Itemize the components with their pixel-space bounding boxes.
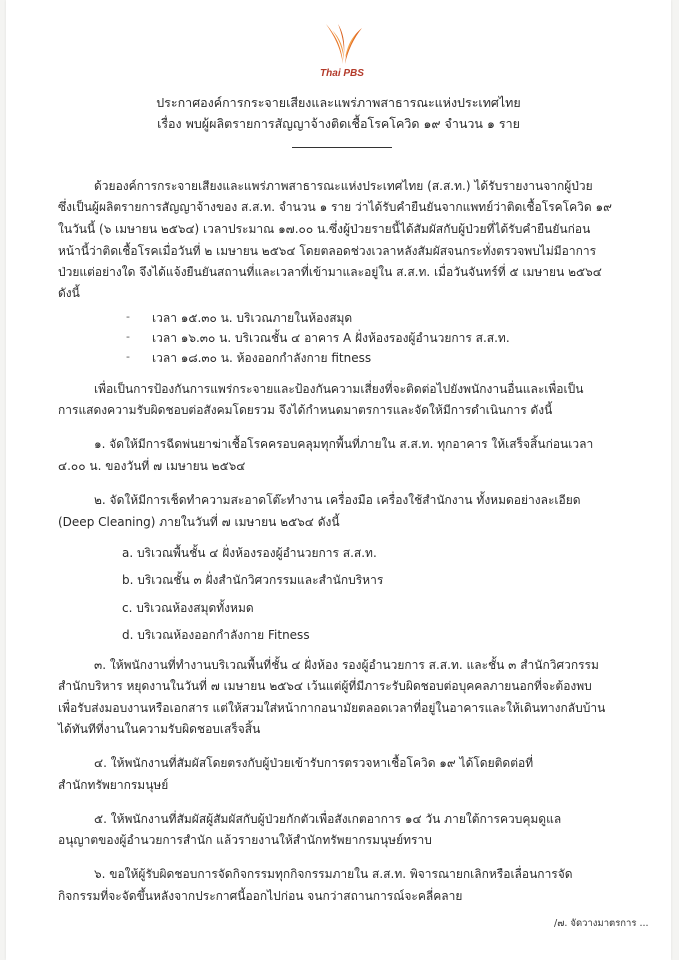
page-continuation: /๗. จัดวางมาตรการ ... xyxy=(554,918,649,929)
measure-2-cont: (Deep Cleaning) ภายในวันที่ ๗ เมษายน ๒๕๖๔ ดังนี้ xyxy=(58,515,340,529)
measure-3: ๓. ให้พนักงานที่ทำงานบริเวณพื้นที่ชั้น ๔ ฝั่งห้อง รองผู้อำนวยการ ส.ส.ท. และชั้น ๓ สำนักวิศวกรรม xyxy=(94,658,599,672)
announcement-title: ประกาศองค์การกระจายเสียงและแพร่ภาพสาธารณะแห่งประเทศไทย xyxy=(156,95,521,110)
announcement-subject: เรื่อง พบผู้ผลิตรายการสัญญาจ้างติดเชื้อโรคโควิด ๑๙ จำนวน ๑ ราย xyxy=(157,116,520,131)
area-item: b. บริเวณชั้น ๓ ฝั่งสำนักวิศวกรรมและสำนักบริหาร xyxy=(122,573,384,587)
measure-1-cont: ๔.๐๐ น. ของวันที่ ๗ เมษายน ๒๕๖๔ xyxy=(58,459,246,473)
area-item: c. บริเวณห้องสมุดทั้งหมด xyxy=(122,601,254,615)
intro-line: ป่วยแต่อย่างใด จึงได้แจ้งยืนยันสถานที่และเวลาที่เข้ามาและอยู่ใน ส.ส.ท. เมื่อวันจันทร์ที่ ๕ เมษายน ๒๕๖๔ xyxy=(58,265,602,279)
intro-line: ด้วยองค์การกระจายเสียงและแพร่ภาพสาธารณะแห่งประเทศไทย (ส.ส.ท.) ได้รับรายงานจากผู้ป่วย xyxy=(94,179,593,193)
timeline-item: เวลา ๑๖.๓๐ น. บริเวณชั้น ๔ อาคาร A ฝั่งห้องรองผู้อำนวยการ ส.ส.ท. xyxy=(152,331,510,345)
measure-3-cont: เพื่อรับส่งมอบงานหรือเอกสาร แต่ให้สวมใส่หน้ากากอนามัยตลอดเวลาที่อยู่ในอาคารและให้เดินทางกลับบ้าน xyxy=(58,701,606,715)
prevention-line: เพื่อเป็นการป้องกันการแพร่กระจายและป้องกันความเสี่ยงที่จะติดต่อไปยังพนักงานอื่นและเพื่อเป็น xyxy=(94,382,584,396)
measure-6: ๖. ขอให้ผู้รับผิดชอบการจัดกิจกรรมทุกกิจกรรมภายใน ส.ส.ท. พิจารณายกเลิกหรือเลื่อนการจัด xyxy=(94,867,573,881)
list-dash: - xyxy=(126,350,130,363)
measure-6-cont: กิจกรรมที่จะจัดขึ้นหลังจากประกาศนี้ออกไปก่อน จนกว่าสถานการณ์จะคลี่คลาย xyxy=(58,889,463,903)
timeline-item: เวลา ๑๘.๓๐ น. ห้องออกกำลังกาย fitness xyxy=(152,351,372,365)
title-divider xyxy=(292,147,392,148)
measure-3-cont: ได้ทันทีที่งานในความรับผิดชอบเสร็จสิ้น xyxy=(58,722,261,736)
measure-3-cont: สำนักบริหาร หยุดงานในวันที่ ๗ เมษายน ๒๕๖๔ เว้นแต่ผู้ที่มีภาระรับผิดชอบต่อบุคคลภายนอกที่จะต้องพบ xyxy=(58,679,592,693)
measure-5: ๕. ให้พนักงานที่สัมผัสผู้สัมผัสกับผู้ป่วยกักตัวเพื่อสังเกตอาการ ๑๔ วัน ภายใต้การควบคุมดูแล xyxy=(94,812,562,826)
timeline-item: เวลา ๑๕.๓๐ น. บริเวณภายในห้องสมุด xyxy=(152,311,353,325)
thai-pbs-logo-icon xyxy=(318,20,368,70)
measure-1: ๑. จัดให้มีการฉีดพ่นยาฆ่าเชื้อโรคครอบคลุมทุกพื้นที่ภายใน ส.ส.ท. ทุกอาคาร ให้เสร็จสิ้นก่อนเวลา xyxy=(94,437,594,451)
list-dash: - xyxy=(126,310,130,323)
intro-line: ซึ่งเป็นผู้ผลิตรายการสัญญาจ้างของ ส.ส.ท. จำนวน ๑ ราย ว่าได้รับคำยืนยันจากแพทย์ว่าติดเชื้อโรคโควิด ๑๙ xyxy=(58,200,612,214)
intro-line: หน้านี้ว่าติดเชื้อโรคเมื่อวันที่ ๒ เมษายน ๒๕๖๔ โดยตลอดช่วงเวลาหลังสัมผัสจนกระทั่งตรวจพบไม่มีอาการ xyxy=(58,244,597,258)
intro-line: ในวันนี้ (๖ เมษายน ๒๕๖๔) เวลาประมาณ ๑๗.๐๐ น.ซึ่งผู้ป่วยรายนี้ได้สัมผัสกับผู้ป่วยที่ได้รับคำยืนยันก่อน xyxy=(58,222,591,236)
measure-5-cont: อนุญาตของผู้อำนวยการสำนัก แล้วรายงานให้สำนักทรัพยากรมนุษย์ทราบ xyxy=(58,833,432,847)
measure-2: ๒. จัดให้มีการเช็ดทำความสะอาดโต๊ะทำงาน เครื่องมือ เครื่องใช้สำนักงาน ทั้งหมดอย่างละเอียด xyxy=(94,493,581,507)
area-item: d. บริเวณห้องออกกำลังกาย Fitness xyxy=(122,628,310,642)
prevention-line: การแสดงความรับผิดชอบต่อสังคมโดยรวม จึงได้กำหนดมาตรการและจัดให้มีการดำเนินการ ดังนี้ xyxy=(58,403,553,417)
area-item: a. บริเวณพื้นชั้น ๔ ฝั่งห้องรองผู้อำนวยการ ส.ส.ท. xyxy=(122,546,377,560)
measure-4-cont: สำนักทรัพยากรมนุษย์ xyxy=(58,778,169,792)
document-page xyxy=(6,0,671,960)
measure-4: ๔. ให้พนักงานที่สัมผัสโดยตรงกับผู้ป่วยเข้ารับการตรวจหาเชื้อโควิด ๑๙ ได้โดยติดต่อที่ xyxy=(94,756,534,770)
intro-line: ดังนี้ xyxy=(58,286,80,300)
logo-text: Thai PBS xyxy=(320,68,364,79)
list-dash: - xyxy=(126,330,130,343)
